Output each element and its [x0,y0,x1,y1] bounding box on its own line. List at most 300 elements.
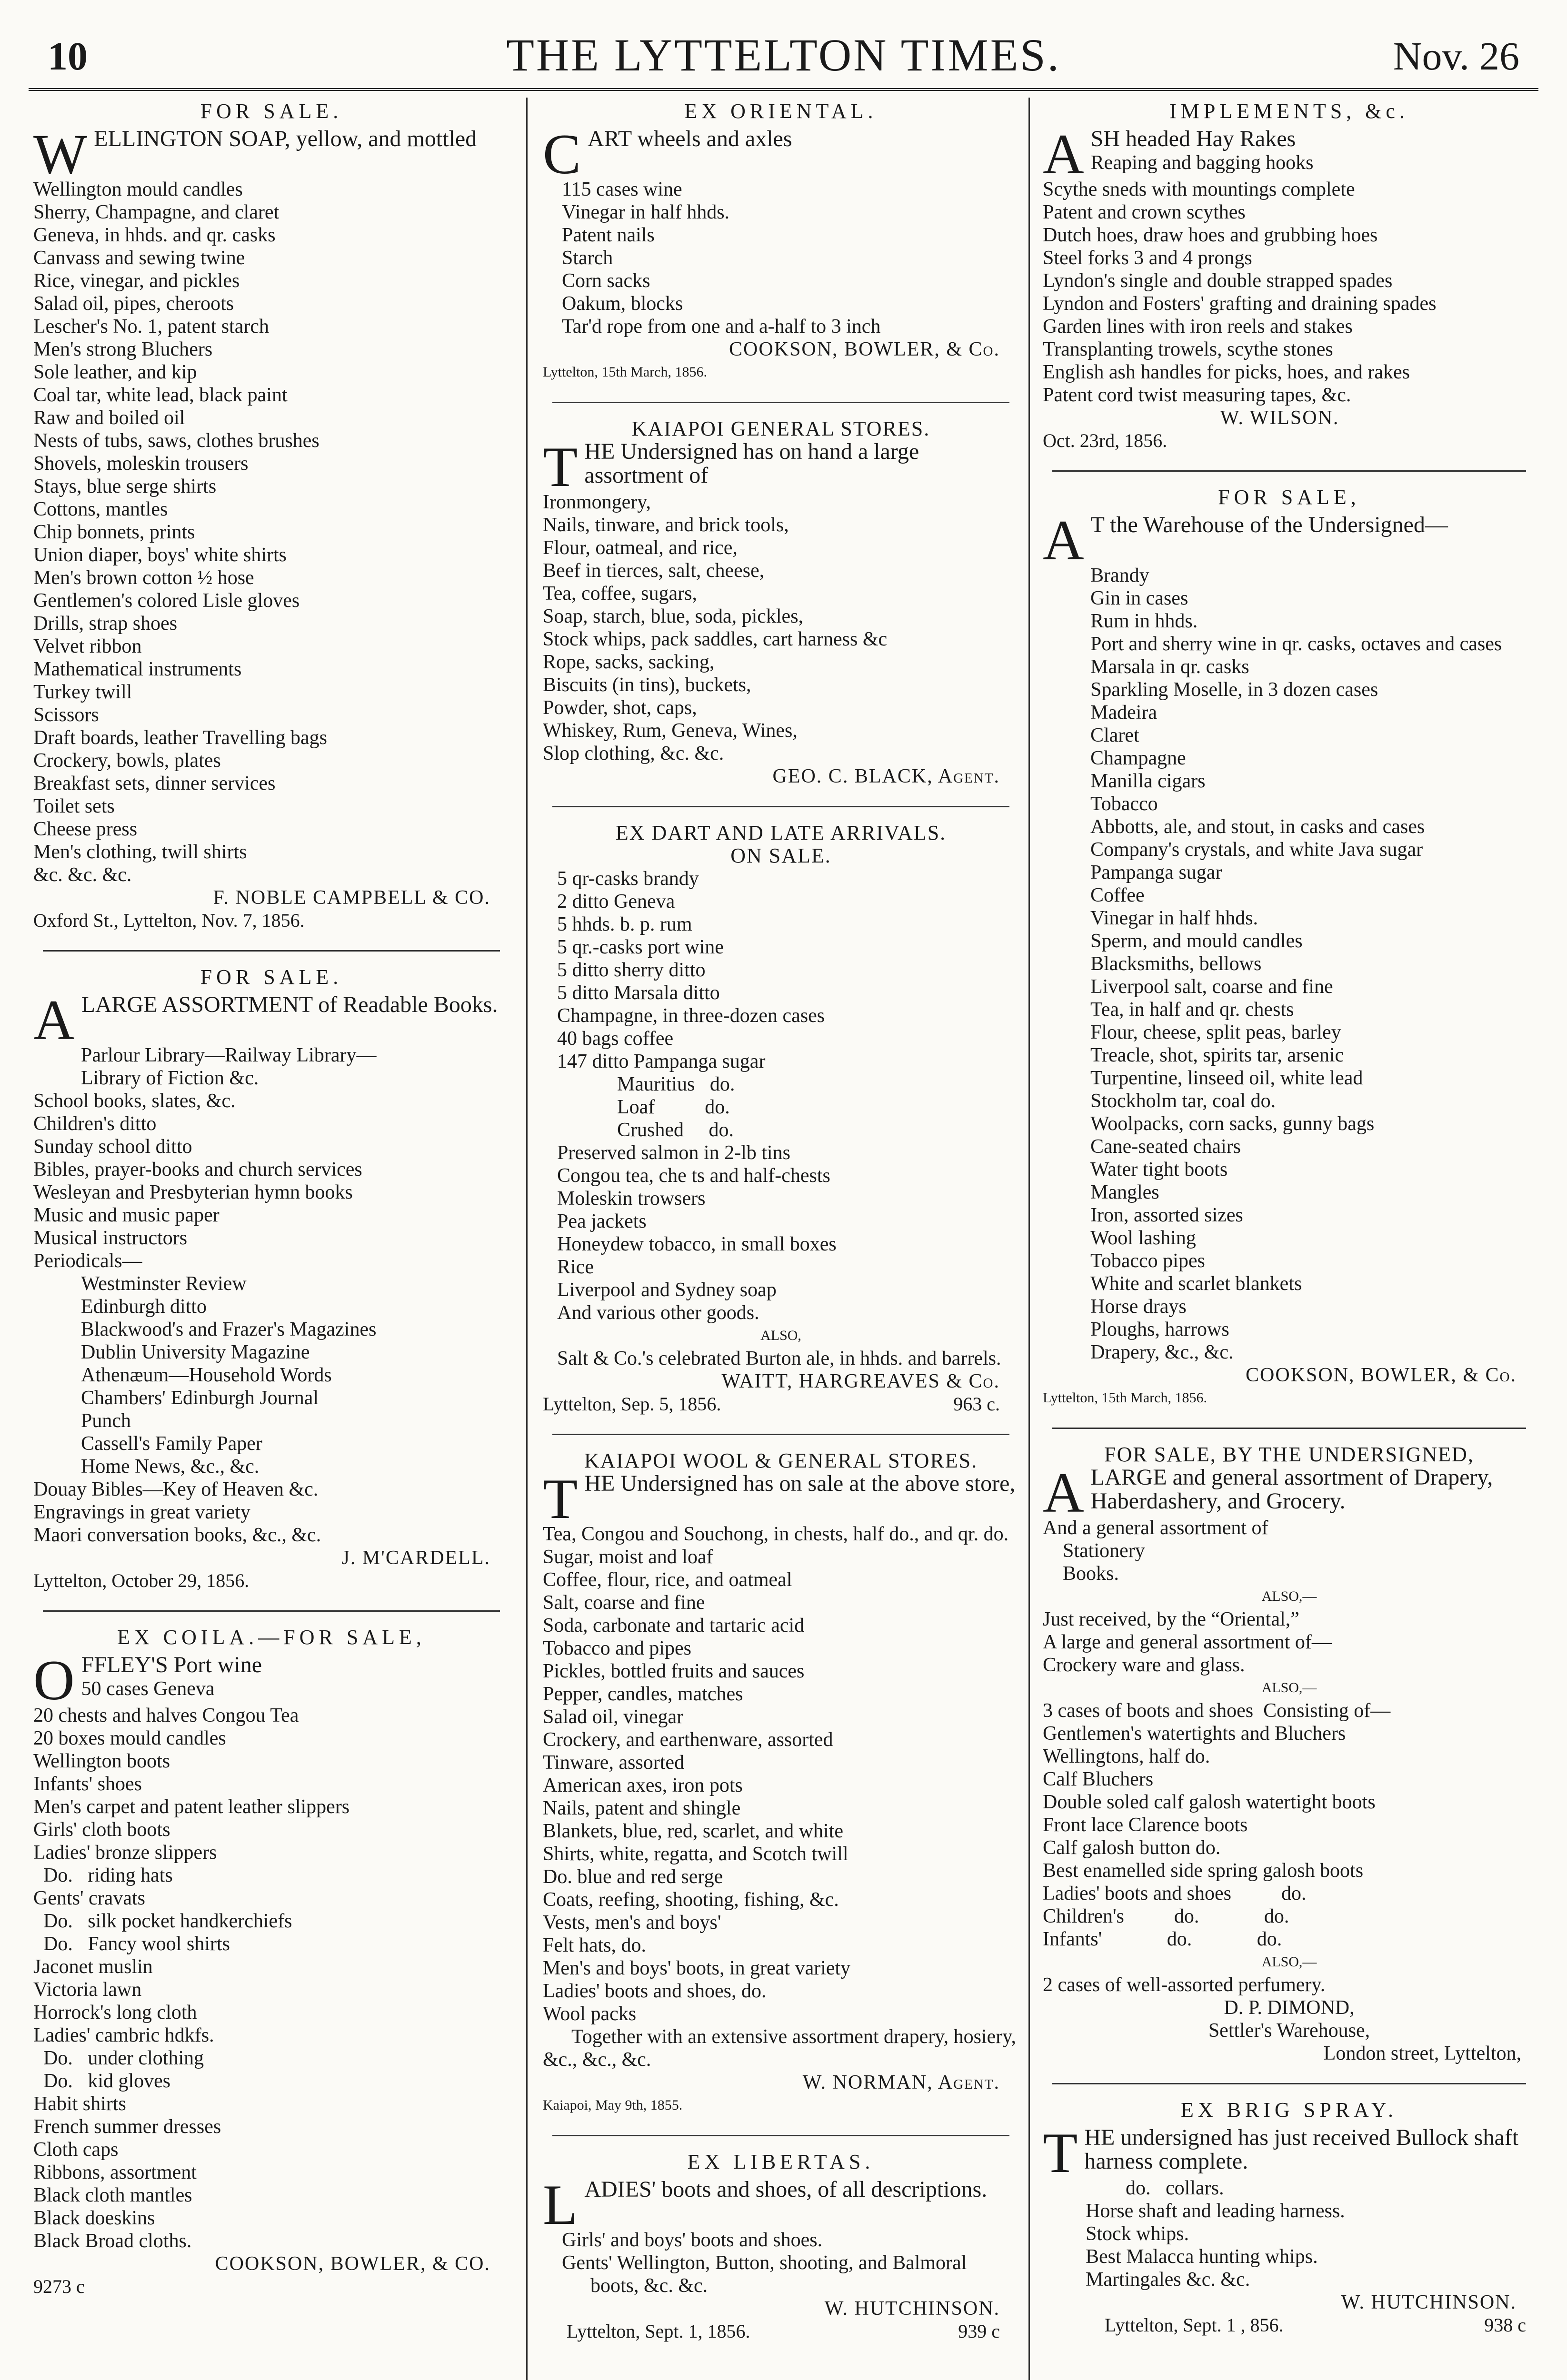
list-item: Lyndon's single and double strapped spades [1043,270,1393,292]
list-item: Whiskey, Rum, Geneva, Wines, [543,720,798,742]
lead-text: HE Undersigned has on hand a large assortment of [584,440,919,488]
list-item: Oakum, blocks [562,293,683,315]
list-item: Wellingtons, half do. [1043,1745,1210,1767]
advert-line: 2 cases of well-assorted perfumery. [1043,1974,1326,1996]
list-item: Children's do. do. [1043,1905,1289,1927]
list-item: Scythe sneds with mountings complete [1043,178,1355,200]
advertiser-address: Settler's Warehouse, [1208,2020,1370,2042]
place-date: Lyttelton, Sep. 5, 1856. [543,1393,721,1415]
advert-separator [1052,2083,1526,2084]
list-item: Toilet sets [33,795,115,817]
list-item: Liverpool salt, coarse and fine [1090,976,1333,998]
list-item: Champagne, in three-dozen cases [557,1005,825,1027]
advert-brig-spray [1043,2099,1536,2337]
list-item: Calf Bluchers [1043,1768,1154,1790]
advertiser-signature: GEO. C. BLACK, Agent. [772,765,1000,787]
list-item: Mangles [1090,1181,1159,1203]
list-item: Dutch hoes, draw hoes and grubbing hoes [1043,224,1378,246]
list-item: Ironmongery, [543,491,651,513]
advert-lead [1043,514,1536,564]
list-item: Nails, patent and shingle [543,1797,741,1819]
advert-heading: EX DART AND LATE ARRIVALS. [615,821,947,844]
item-list [1043,2177,1536,2291]
list-item: Wool lashing [1090,1227,1196,1249]
column-3 [1043,100,1536,2380]
advert-heading: EX COILA.—FOR SALE, [117,1626,426,1649]
lead-text: FFLEY'S Port wine [81,1654,262,1677]
list-item: Claret [1090,724,1139,746]
list-item: Mauritius do. [557,1073,735,1095]
drop-cap: O [33,1654,75,1704]
list-item: 115 cases wine [562,178,682,200]
list-item: Port and sherry wine in qr. casks, octaves and cases [1090,633,1502,655]
item-list [33,1704,509,2252]
place-date: Lyttelton, October 29, 1856. [33,1570,250,1591]
list-item: 20 chests and halves Congou Tea [33,1705,299,1726]
list-item: Edinburgh ditto [81,1296,207,1318]
list-item: Blankets, blue, red, scarlet, and white [543,1820,843,1842]
list-item: Gents' Wellington, Button, shooting, and Balmoral boots, &c. &c. [562,2252,967,2297]
also-label: ALSO,— [1261,1954,1317,1970]
advert-line: Library of Fiction &c. [81,1067,259,1089]
list-item: Steel forks 3 and 4 prongs [1043,247,1252,269]
list-item: Ladies' boots and shoes, do. [543,1980,767,2002]
list-item: Best Malacca hunting whips. [1086,2246,1318,2268]
drop-cap: A [1043,514,1084,564]
list-item: Velvet ribbon [33,635,142,657]
advert-heading: FOR SALE. [200,100,343,123]
list-item: Tobacco pipes [1090,1250,1205,1272]
list-item: Gents' cravats [33,1887,145,1909]
list-item: A large and general assortment of— [1043,1631,1332,1653]
item-list [33,1090,509,1272]
list-item: French summer dresses [33,2116,221,2138]
advert-kaiapoi-general-stores [543,417,1019,788]
list-item: Books. [1043,1563,1119,1585]
list-item: Crockery, bowls, plates [33,750,221,772]
advert-lead [1043,2126,1536,2177]
list-item: Men's clothing, twill shirts [33,841,247,863]
lead-text: HE undersigned has just received Bullock shaft harness complete. [1084,2126,1519,2174]
advert-lead [543,128,1019,178]
advert-ex-dart [543,822,1019,1416]
list-item: Men's strong Bluchers [33,338,213,360]
drop-cap: T [543,1472,578,1523]
advertiser-signature: COOKSON, BOWLER, & Co. [729,338,1000,360]
list-item: Tinware, assorted [543,1752,685,1774]
list-item: Do. kid gloves [33,2070,171,2092]
list-item: Tea, coffee, sugars, [543,583,697,605]
list-item: Black Broad cloths. [33,2230,192,2252]
advert-lead [543,1472,1019,1523]
advert-heading: KAIAPOI WOOL & GENERAL STORES. [584,1449,978,1472]
advert-lead [33,993,509,1044]
list-item: Jaconet muslin [33,1956,153,1978]
list-item: Starch [562,247,613,269]
list-item: Douay Bibles—Key of Heaven &c. [33,1478,319,1500]
list-item: Horse shaft and leading harness. [1086,2200,1345,2222]
list-item: Soap, starch, blue, soda, pickles, [543,605,804,627]
advertiser-signature: WAITT, HARGREAVES & Co. [721,1370,1000,1392]
list-item: Do. under clothing [33,2047,204,2069]
reference-number: 963 c. [953,1393,1000,1415]
drop-cap: T [543,440,578,491]
list-item: Chip bonnets, prints [33,521,195,543]
list-item: Just received, by the “Oriental,” [1043,1608,1299,1630]
list-item: Do. riding hats [33,1864,173,1886]
place-row [543,2320,1019,2343]
list-item: Nails, tinware, and brick tools, [543,514,789,536]
list-item: Drills, strap shoes [33,613,178,635]
drop-cap: C [543,128,581,178]
item-list [543,1523,1019,2025]
list-item: Do. silk pocket handkerchiefs [33,1910,292,1932]
list-item: Gentlemen's colored Lisle gloves [33,590,300,612]
list-item: Manilla cigars [1090,770,1206,792]
list-item: 5 qr-casks brandy [557,868,699,890]
list-item: Shirts, white, regatta, and Scotch twill [543,1843,848,1865]
lead-text: ADIES' boots and shoes, of all descriptions. [584,2178,988,2202]
list-item: Tea, Congou and Souchong, in chests, half do., and qr. do. [543,1523,1009,1545]
list-item: Rum in hhds. [1090,610,1198,632]
list-item: do. collars. [1086,2177,1224,2199]
list-item: Horse drays [1090,1296,1187,1318]
list-item: Shovels, moleskin trousers [33,453,249,475]
list-item: Stationery [1043,1540,1145,1562]
list-item: Children's ditto [33,1113,157,1135]
list-item: Canvass and sewing twine [33,247,245,269]
list-item: &c. &c. &c. [33,864,132,886]
advert-separator [1052,470,1526,472]
reference-number: 938 c [1484,2314,1526,2336]
list-item: Wellington boots [33,1750,170,1772]
list-item: Felt hats, do. [543,1934,646,1956]
list-item: Engravings in great variety [33,1501,251,1523]
column-rule-1 [526,98,528,2380]
list-item: Do. Fancy wool shirts [33,1933,230,1955]
list-item: Water tight boots [1090,1159,1228,1180]
list-item: Men's carpet and patent leather slippers [33,1796,350,1818]
list-item: Garden lines with iron reels and stakes [1043,316,1353,337]
advertiser-signature: F. NOBLE CAMPBELL & CO. [213,887,490,909]
masthead [29,24,1538,80]
list-item: Athenæum—Household Words [81,1364,332,1386]
list-item: Brandy [1090,565,1149,586]
list-item: Victoria lawn [33,1979,142,2001]
advertiser-signature: COOKSON, BOWLER, & Co. [1246,1364,1517,1386]
list-item: Flour, cheese, split peas, barley [1090,1021,1341,1043]
list-item: Ladies' boots and shoes do. [1043,1883,1307,1904]
advert-heading: FOR SALE. [200,965,343,989]
list-item: Gentlemen's watertights and Bluchers [1043,1723,1346,1745]
list-item: 2 ditto Geneva [557,891,675,912]
lead-text: ART wheels and axles [588,128,792,151]
list-item: Woolpacks, corn sacks, gunny bags [1090,1113,1375,1135]
list-item: Infants' do. do. [1043,1928,1282,1950]
list-item: 5 ditto sherry ditto [557,959,706,981]
list-item: Sugar, moist and loaf [543,1546,713,1568]
list-item: Breakfast sets, dinner services [33,773,276,794]
advert-ex-libertas [543,2151,1019,2343]
lead-text: HE Undersigned has on sale at the above store, [584,1472,1016,1496]
advert-warehouse [1043,486,1536,1409]
list-item: Vinegar in half hhds. [562,201,730,223]
list-item: Cheese press [33,818,138,840]
place-row [543,1393,1019,1416]
list-item: Ladies' bronze slippers [33,1842,217,1864]
list-item: Coal tar, white lead, black paint [33,384,288,406]
list-item: Union diaper, boys' white shirts [33,544,287,566]
advert-heading: EX BRIG SPRAY. [1181,2098,1397,2122]
item-list [1043,1517,1536,1585]
list-item: Geneva, in hhds. and qr. casks [33,224,276,246]
list-item: Abbotts, ale, and stout, in casks and cases [1090,816,1425,838]
list-item: Turpentine, linseed oil, white lead [1090,1067,1363,1089]
place-date: Oxford St., Lyttelton, Nov. 7, 1856. [33,910,305,931]
list-item: Slop clothing, &c. &c. [543,743,724,764]
list-item: Men's brown cotton ½ hose [33,567,254,589]
place-date: Lyttelton, 15th March, 1856. [543,364,707,380]
reference-number: 939 c [958,2320,1000,2342]
list-item: Moleskin trowsers [557,1188,706,1210]
place-date: Lyttelton, 15th March, 1856. [1043,1390,1207,1406]
advert-line: Reaping and bagging hooks [1090,152,1314,174]
list-item: Periodicals— [33,1250,142,1272]
drop-cap: A [1043,1466,1084,1517]
advert-wellington-soap [33,100,509,932]
list-item: Corn sacks [562,270,650,292]
place-date: Lyttelton, Sept. 1, 1856. [567,2320,750,2342]
list-item: Blackwood's and Frazer's Magazines [81,1319,377,1340]
list-item: Powder, shot, caps, [543,697,697,719]
advert-subheading: ON SALE. [730,844,831,867]
item-list [543,2229,1019,2297]
lead-text: LARGE and general assortment of Drapery, Haberdashery, and Grocery. [1090,1466,1493,1514]
list-item: 147 ditto Pampanga sugar [557,1051,766,1072]
list-item: Wool packs [543,2003,637,2025]
list-item: Beef in tierces, salt, cheese, [543,560,765,582]
list-item: Girls' and boys' boots and shoes. [562,2229,823,2251]
advert-heading: IMPLEMENTS, &c. [1169,100,1409,123]
list-item: Sparkling Moselle, in 3 dozen cases [1090,679,1378,701]
periodicals-list [33,1272,509,1478]
list-item: Infants' shoes [33,1773,142,1795]
list-item: Cane-seated chairs [1090,1136,1241,1158]
advert-heading: KAIAPOI GENERAL STORES. [631,417,930,440]
advertiser-signature: D. P. DIMOND, [1224,1997,1355,2019]
list-item: Do. blue and red serge [543,1866,723,1888]
list-item: Patent and crown scythes [1043,201,1246,223]
advert-separator [43,1610,500,1612]
list-item: Marsala in qr. casks [1090,656,1249,678]
item-list [543,491,1019,765]
list-item: 5 qr.-casks port wine [557,936,724,958]
list-item: Black doeskins [33,2207,155,2229]
place-row [1043,2314,1536,2337]
list-item: Lescher's No. 1, patent starch [33,316,269,337]
lead-text: LARGE ASSORTMENT of Readable Books. [81,993,498,1017]
list-item: Coats, reefing, shooting, fishing, &c. [543,1889,839,1911]
list-item: Pickles, bottled fruits and sauces [543,1660,805,1682]
list-item: Patent cord twist measuring tapes, &c. [1043,384,1351,406]
list-item: Pepper, candles, matches [543,1683,743,1705]
list-item: Music and music paper [33,1204,220,1226]
list-item: School books, slates, &c. [33,1090,236,1112]
list-item: Habit shirts [33,2093,126,2115]
list-item: Gin in cases [1090,587,1188,609]
list-item: Rice, vinegar, and pickles [33,270,240,292]
drop-cap: L [543,2178,578,2229]
advert-line: 50 cases Geneva [81,1678,215,1700]
issue-date: Nov. 26 [1393,34,1519,79]
list-item: White and scarlet blankets [1090,1273,1302,1295]
list-item: Soda, carbonate and tartaric acid [543,1615,805,1636]
list-item: Flour, oatmeal, and rice, [543,537,738,559]
list-item: Draft boards, leather Travelling bags [33,727,328,749]
also-label: ALSO, [760,1328,801,1343]
list-item: Musical instructors [33,1227,188,1249]
advert-implements [1043,100,1536,452]
advertiser-signature: W. HUTCHINSON. [824,2298,1000,2320]
list-item: Turkey twill [33,681,132,703]
list-item: Tea, in half and qr. chests [1090,999,1294,1021]
list-item: Pampanga sugar [1090,862,1222,883]
list-item: Cottons, mantles [33,498,168,520]
list-item: Wellington mould candles [33,178,243,200]
advert-heading: EX ORIENTAL. [684,100,878,123]
list-item: 5 ditto Marsala ditto [557,982,720,1004]
list-item: Vinegar in half hhds. [1090,907,1258,929]
list-item: And a general assortment of [1043,1517,1268,1539]
list-item: Black cloth mantles [33,2184,192,2206]
drop-cap: W [33,128,88,178]
list-item: Westminster Review [81,1273,247,1295]
closing-line: Together with an extensive assortment drapery, hosiery, &c., &c., &c. [543,2026,1016,2071]
advert-heading: FOR SALE, [1218,486,1360,509]
list-item: Tobacco and pipes [543,1637,691,1659]
item-list [1043,1699,1536,1951]
advert-separator [552,1434,1009,1435]
list-item: Rope, sacks, sacking, [543,651,715,673]
list-item: English ash handles for picks, hoes, and rakes [1043,361,1410,383]
list-item: Horrock's long cloth [33,2002,197,2023]
advert-separator [552,402,1009,403]
drop-cap: A [1043,128,1084,178]
list-item: Salt, coarse and fine [543,1592,705,1614]
list-item: Treacle, shot, spirits tar, arsenic [1090,1044,1344,1066]
place-date: Oct. 23rd, 1856. [1043,430,1168,451]
list-item: Front lace Clarence boots [1043,1814,1248,1836]
place-date: Kaiapoi, May 9th, 1855. [543,2097,683,2113]
list-item: Martingales &c. &c. [1086,2269,1250,2291]
list-item: Ploughs, harrows [1090,1319,1229,1340]
list-item: Loaf do. [557,1096,730,1118]
advert-ex-coila [33,1626,509,2298]
list-item: American axes, iron pots [543,1775,743,1796]
item-list [1043,564,1536,1364]
list-item: Punch [81,1410,131,1432]
advert-lead [33,1654,509,1704]
list-item: Home News, &c., &c. [81,1456,260,1478]
place-date: Lyttelton, Sept. 1 , 856. [1105,2314,1284,2336]
list-item: 20 boxes mould candles [33,1727,226,1749]
item-list [543,867,1019,1324]
list-item: Mathematical instruments [33,658,242,680]
list-item: Nests of tubs, saws, clothes brushes [33,430,319,452]
list-item: Best enamelled side spring galosh boots [1043,1860,1364,1882]
list-item: 40 bags coffee [557,1028,674,1050]
column-rule-2 [1028,98,1030,2380]
advert-lead [1043,1466,1536,1517]
column-1 [33,100,509,2380]
list-item: Salad oil, vinegar [543,1706,684,1728]
list-item: 3 cases of boots and shoes Consisting of— [1043,1700,1391,1722]
advert-heading: FOR SALE, BY THE UNDERSIGNED, [1104,1443,1474,1466]
list-item: Crockery ware and glass. [1043,1654,1245,1676]
advertiser-signature: W. WILSON. [1220,407,1339,429]
advert-kaiapoi-wool-stores [543,1449,1019,2117]
also-label: ALSO,— [1261,1588,1317,1604]
list-item: Liverpool and Sydney soap [557,1279,777,1301]
advert-line: Salt & Co.'s celebrated Burton ale, in hhds. and barrels. [557,1348,1001,1369]
list-item: Rice [557,1256,594,1278]
list-item: Patent nails [562,224,655,246]
list-item: Men's and boys' boots, in great variety [543,1957,851,1979]
advert-heading: EX LIBERTAS. [687,2150,875,2173]
list-item: Stays, blue serge shirts [33,476,217,497]
masthead-rule [29,88,1538,91]
list-item: Drapery, &c., &c. [1090,1341,1234,1363]
list-item: Sherry, Champagne, and claret [33,201,279,223]
list-item: Lyndon and Fosters' grafting and draining spades [1043,293,1437,315]
page-number: 10 [48,34,88,79]
list-item: Double soled calf galosh watertight boots [1043,1791,1376,1813]
list-item: Madeira [1090,702,1157,724]
advertiser-signature: J. M'CARDELL. [341,1547,490,1569]
reference-number: 9273 c [33,2276,85,2297]
list-item: Stockholm tar, coal do. [1090,1090,1276,1112]
list-item: Vests, men's and boys' [543,1912,721,1934]
advertiser-address: London street, Lyttelton, [1323,2043,1521,2064]
list-item: Biscuits (in tins), buckets, [543,674,751,696]
advertiser-signature: W. HUTCHINSON. [1341,2291,1517,2313]
list-item: Iron, assorted sizes [1090,1204,1243,1226]
list-item: Preserved salmon in 2-lb tins [557,1142,790,1164]
list-item: Company's crystals, and white Java sugar [1090,839,1423,861]
drop-cap: T [1043,2126,1078,2177]
list-item: Honeydew tobacco, in small boxes [557,1233,837,1255]
list-item: Congou tea, che ts and half-chests [557,1165,830,1187]
advert-lead [543,440,1019,491]
advertiser-signature: COOKSON, BOWLER, & CO. [215,2253,490,2275]
advert-lead [543,2178,1019,2229]
list-item: Pea jackets [557,1210,647,1232]
advert-separator [552,806,1009,807]
advertiser-signature: W. NORMAN, Agent. [802,2072,1000,2093]
advert-lead [33,128,509,178]
advert-dimond [1043,1443,1536,2065]
list-item: Champagne [1090,747,1186,769]
item-list [33,1478,509,1547]
list-item: Scissors [33,704,99,726]
list-item: Stock whips. [1086,2223,1189,2245]
list-item: Tar'd rope from one and a-half to 3 inch [562,316,881,337]
item-list [33,178,509,886]
lead-text: T the Warehouse of the Undersigned— [1090,514,1448,537]
item-list [543,178,1019,338]
list-item: And various other goods. [557,1302,759,1324]
list-item: Salad oil, pipes, cheroots [33,293,234,315]
